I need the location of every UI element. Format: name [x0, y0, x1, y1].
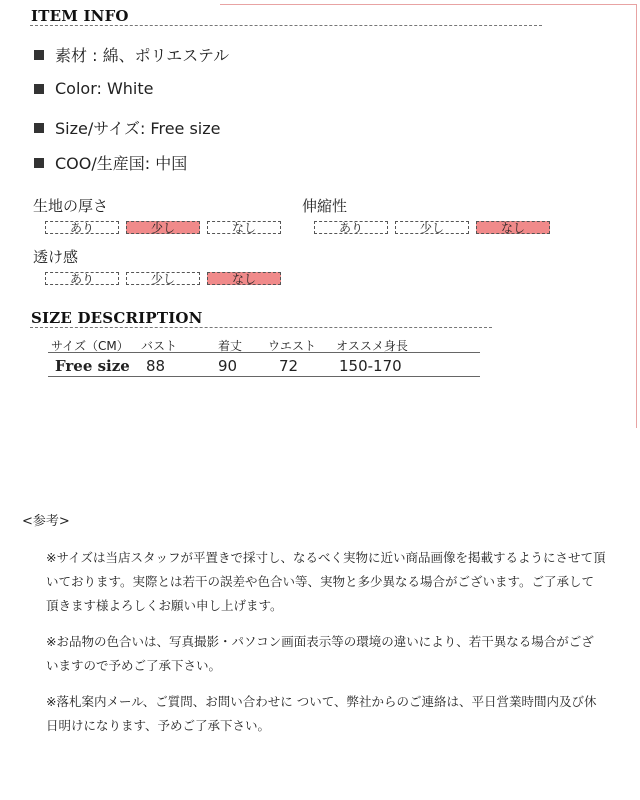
size-header-waist: ウエスト: [268, 339, 317, 353]
bullet-square-icon: [34, 84, 44, 94]
stretch-option-yes: あり: [314, 221, 388, 234]
stretch-option-no: なし: [476, 221, 550, 234]
notes-heading: <参考>: [22, 514, 70, 529]
size-header-bust: バスト: [141, 339, 178, 353]
info-row-material: [34, 43, 229, 66]
sheerness-label: 透け感: [33, 248, 79, 266]
size-description-title: SIZE DESCRIPTION: [31, 309, 203, 327]
size-header-length: 着丈: [218, 339, 243, 353]
info-size-text: Size/サイズ: Free size: [55, 119, 221, 138]
bullet-square-icon: [34, 123, 44, 133]
info-material-text: 素材 : 綿、ポリエステル: [55, 46, 230, 65]
info-color-text: Color: White: [55, 79, 154, 98]
size-value-waist: 72: [279, 357, 299, 375]
size-header-underline: [48, 352, 480, 353]
thickness-label: 生地の厚さ: [33, 197, 109, 215]
bullet-square-icon: [34, 158, 44, 168]
bullet-square-icon: [34, 50, 44, 60]
note-paragraph-2: ※お品物の色合いは、写真撮影・パソコン画面表示等の環境の違いにより、若干異なる場合がございますので予めご了承下さい。: [46, 634, 594, 673]
thickness-option-no: なし: [207, 221, 281, 234]
note-paragraph-3: ※落札案内メール、ご質問、お問い合わせに ついて、弊社からのご連絡は、平日営業時間内及び休日明けになります、予めご了承下さい。: [46, 694, 597, 733]
size-header-size: サイズ（CM）: [51, 339, 129, 353]
size-header-height: オススメ身長: [336, 339, 408, 353]
sheerness-option-no: なし: [207, 272, 281, 285]
item-info-divider: [30, 25, 542, 26]
size-value-length: 90: [218, 357, 238, 375]
thickness-option-yes: あり: [45, 221, 119, 234]
frame-right-line: [636, 4, 637, 428]
item-info-title: ITEM INFO: [31, 7, 129, 25]
size-row-underline: [48, 376, 480, 377]
stretch-option-little: 少し: [395, 221, 469, 234]
info-row-color: [34, 79, 154, 98]
thickness-option-little: 少し: [126, 221, 200, 234]
size-description-divider: [30, 327, 492, 328]
size-value-bust: 88: [146, 357, 166, 375]
info-row-size: [34, 116, 221, 139]
size-row-name: Free size: [55, 357, 130, 375]
note-paragraph-1: ※サイズは当店スタッフが平置きで採寸し、なるべく実物に近い商品画像を掲載するようにさせて頂いております。実際とは若干の誤差や色合い等、実物と多少異なる場合がございます。ご了承して頂きます様よろしくお願い申し上げます。: [46, 550, 606, 613]
size-value-height: 150-170: [339, 357, 402, 375]
stretch-label: 伸縮性: [302, 197, 348, 215]
frame-top-line: [220, 4, 636, 5]
info-coo-text: COO/生産国: 中国: [55, 154, 188, 173]
sheerness-option-little: 少し: [126, 272, 200, 285]
sheerness-option-yes: あり: [45, 272, 119, 285]
info-row-coo: [34, 151, 187, 174]
